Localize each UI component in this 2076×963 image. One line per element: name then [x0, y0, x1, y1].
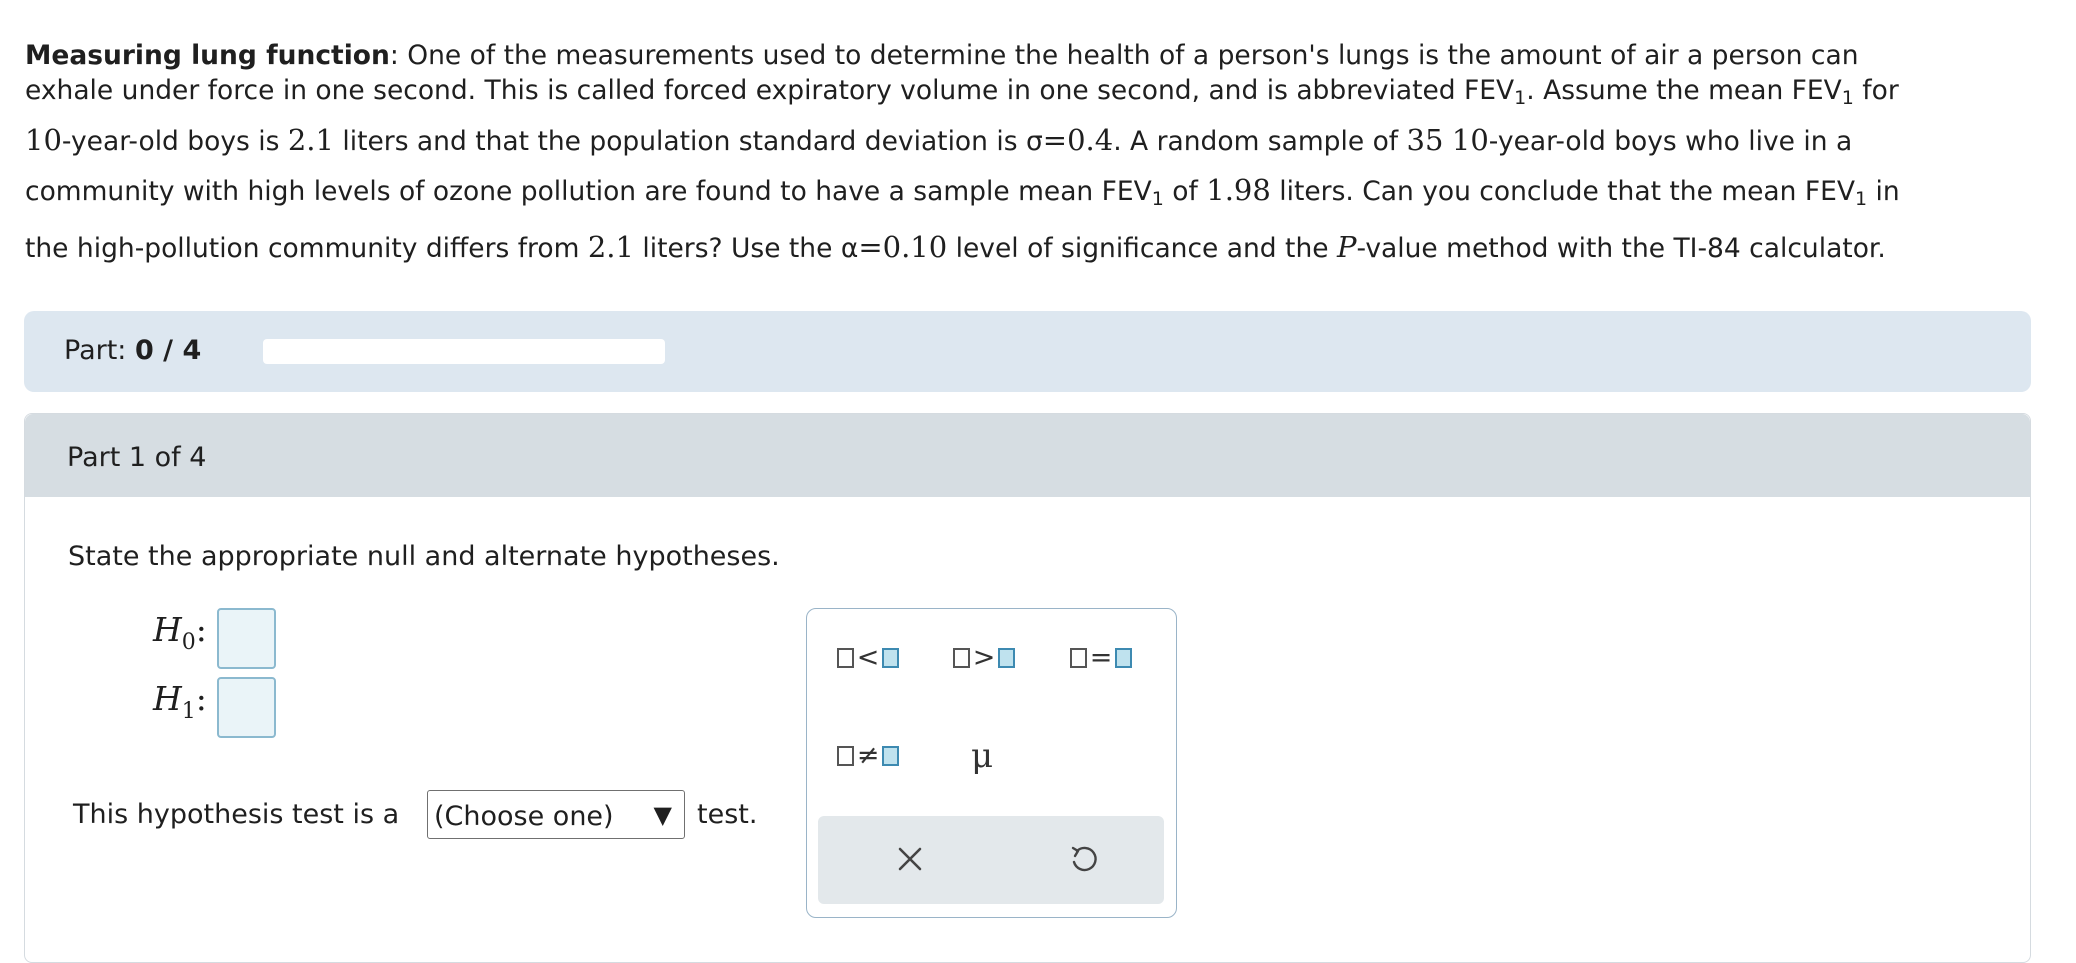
- alternate-hypothesis-input[interactable]: [217, 677, 276, 738]
- less-than-button[interactable]: <: [829, 635, 907, 681]
- null-hypothesis-label: $H_0$:: [153, 610, 207, 655]
- test-type-suffix: test.: [697, 799, 758, 830]
- problem-line-1: Measuring lung function: One of the measurements used to determine the health of a person's lungs is the amount of air a person can: [25, 40, 1859, 71]
- dropdown-arrow-icon: ▼: [653, 801, 672, 829]
- progress-label: Part: 0 / 4: [64, 335, 202, 366]
- problem-statement: [25, 38, 2055, 273]
- null-hypothesis-input[interactable]: [217, 608, 276, 669]
- problem-line-5: the high-pollution community differs from 2.1 liters? Use the α=0.10 level of significance and the P-value method with the TI-84 calculator.: [25, 230, 1886, 264]
- undo-button[interactable]: [1054, 836, 1114, 886]
- part-header: [25, 414, 2030, 497]
- equals-button[interactable]: =: [1062, 635, 1140, 681]
- alternate-hypothesis-label: $H_1$:: [153, 679, 207, 724]
- instruction-text: State the appropriate null and alternate hypotheses.: [68, 541, 780, 572]
- test-type-select[interactable]: [427, 790, 685, 839]
- part-title: Part 1 of 4: [67, 442, 207, 473]
- progress-value: 0 / 4: [135, 335, 202, 366]
- part-card: [24, 413, 2031, 963]
- greater-than-button[interactable]: >: [945, 635, 1023, 681]
- mu-button[interactable]: μ: [970, 736, 994, 776]
- not-equal-button[interactable]: ≠: [829, 733, 907, 779]
- problem-line-4: community with high levels of ozone pollution are found to have a sample mean $FEV_1$ of 1.98 liters. Can you conclude that the mean $FEV_1$ in: [25, 173, 1900, 210]
- math-palette: [806, 608, 1177, 918]
- progress-track: [263, 339, 665, 364]
- progress-panel: [24, 311, 2031, 392]
- problem-line-2: exhale under force in one second. This is called forced expiratory volume in one second, and is abbreviated $FEV_1$. Assume the mean $FEV_1$ for: [25, 75, 1899, 109]
- problem-title: Measuring lung function: [25, 40, 390, 71]
- problem-line-3: 10-year-old boys is 2.1 liters and that the population standard deviation is σ=0.4. A random sample of 35 10-year-old boys who live in a: [25, 123, 1853, 157]
- palette-footer: [818, 816, 1164, 904]
- undo-icon: [1067, 842, 1101, 880]
- clear-button[interactable]: [880, 836, 940, 886]
- close-icon: [895, 844, 925, 878]
- test-type-selected: (Choose one): [434, 801, 614, 832]
- test-type-prefix: This hypothesis test is a: [73, 799, 400, 830]
